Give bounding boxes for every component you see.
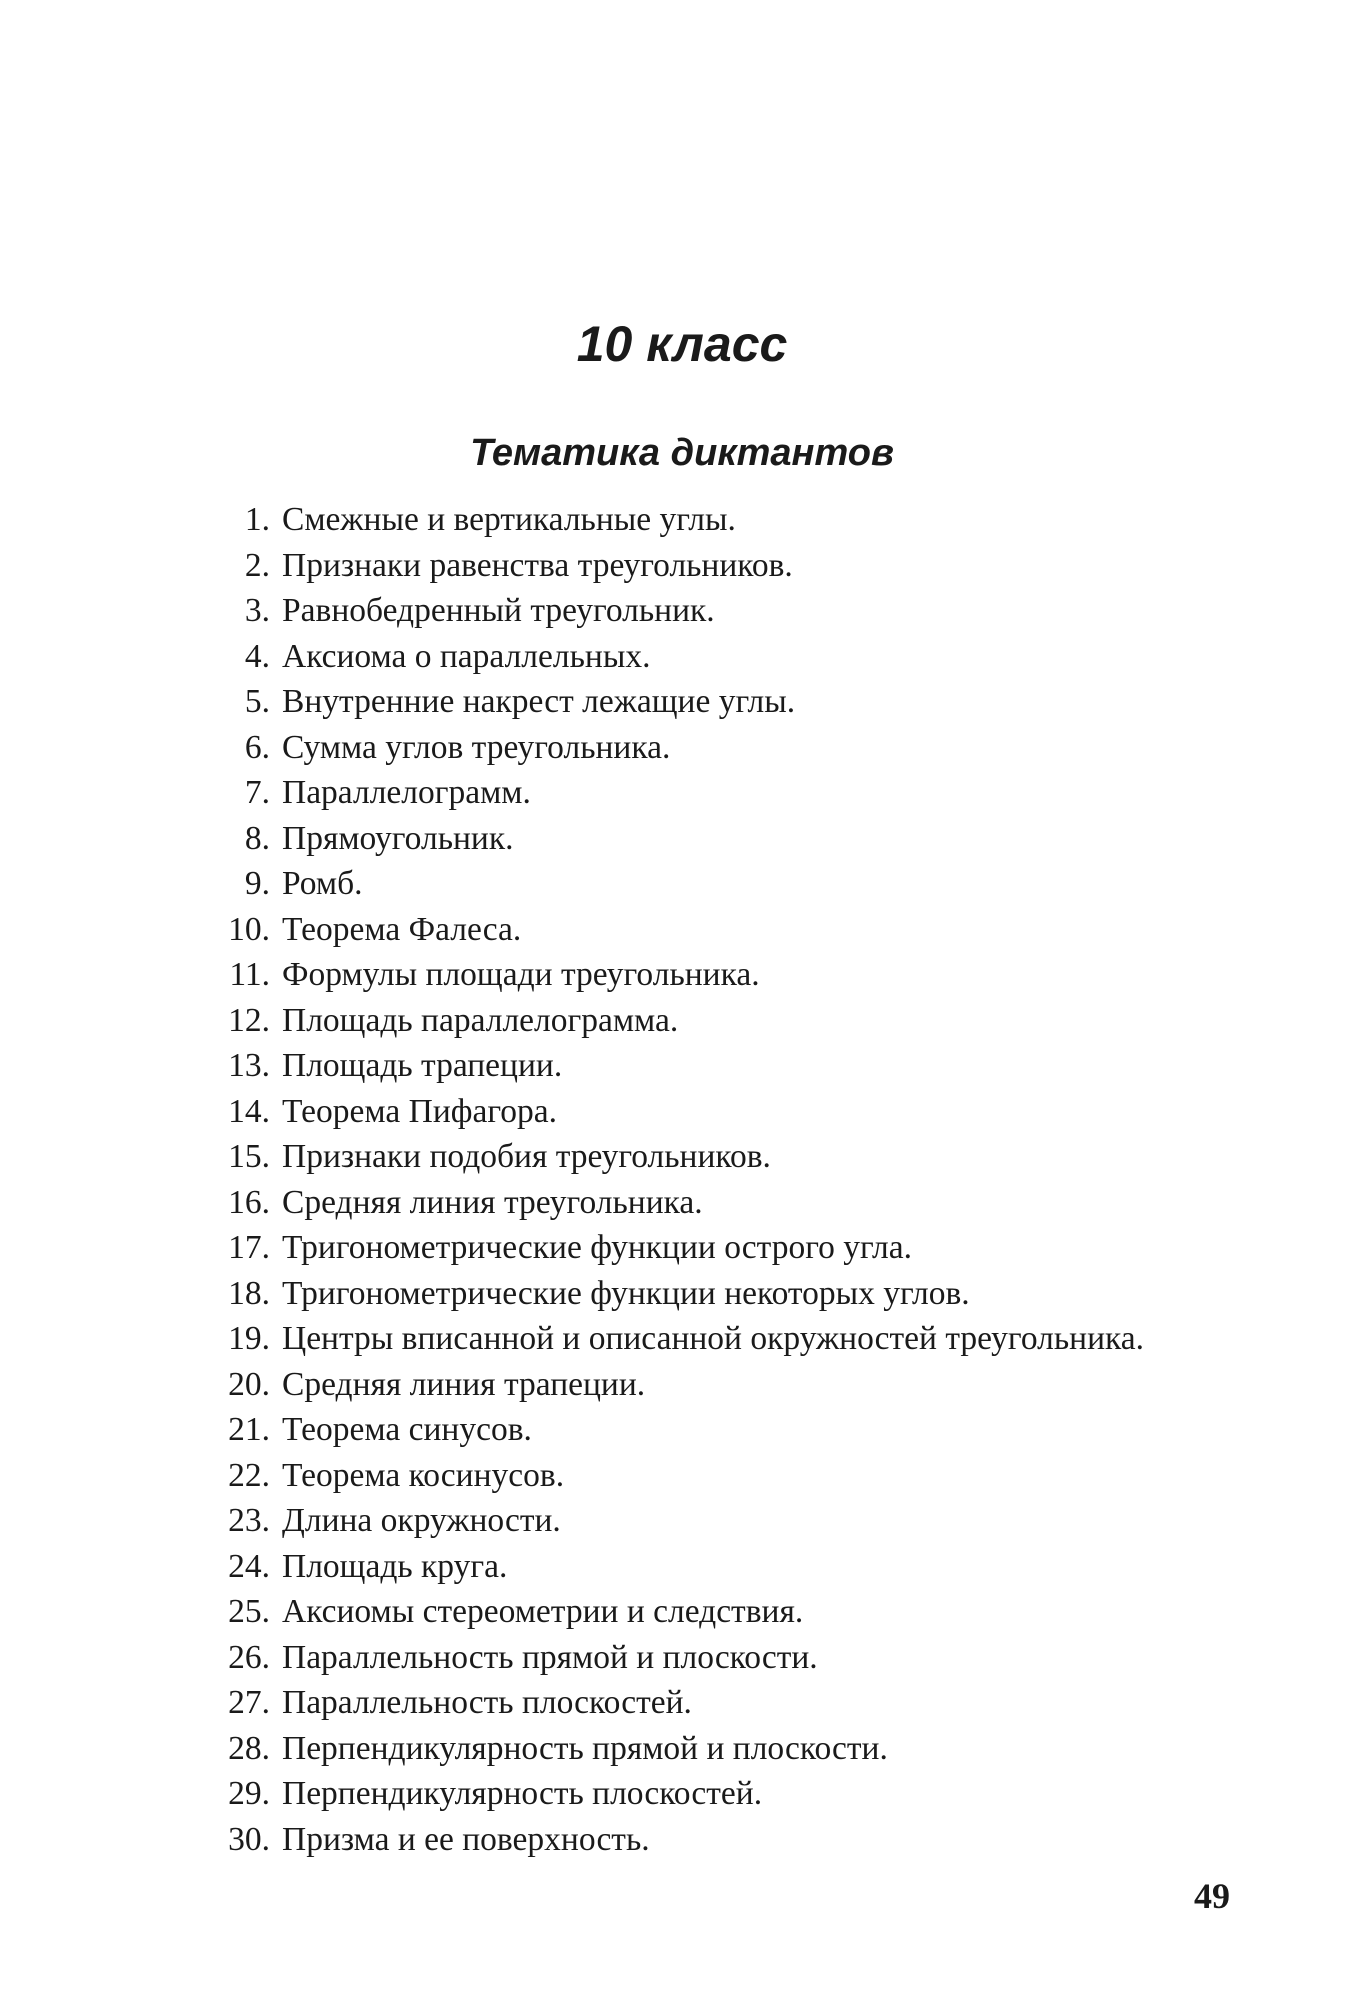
list-item-text: Центры вписанной и описанной окружностей треугольника.: [282, 1320, 1145, 1357]
list-item-text: Площадь трапеции.: [282, 1047, 563, 1084]
list-item-text: Перпендикулярность плоскостей.: [282, 1775, 763, 1812]
list-item-number: 17.: [228, 1229, 270, 1266]
list-item: [200, 1043, 1300, 1089]
list-item-text: Аксиомы стереометрии и следствия.: [282, 1593, 804, 1630]
list-item: [200, 770, 1300, 816]
list-item-number: 11.: [229, 956, 270, 993]
list-item: [200, 1089, 1300, 1135]
list-item-number: 8.: [244, 819, 270, 857]
list-item: [200, 1316, 1300, 1362]
page-number: 49: [1194, 1876, 1230, 1916]
topic-list: [200, 497, 1300, 1862]
list-item-number: 15.: [228, 1138, 270, 1175]
list-item: [200, 1771, 1300, 1817]
list-item-number: 7.: [244, 774, 270, 811]
section-subtitle: Тематика диктантов: [470, 432, 894, 474]
list-item-text: Тригонометрические функции некоторых углов.: [282, 1274, 970, 1312]
list-item-number: 30.: [228, 1820, 270, 1858]
list-item: [200, 497, 1300, 543]
list-item: [200, 1680, 1300, 1726]
list-item-text: Средняя линия треугольника.: [282, 1183, 703, 1221]
list-item: [200, 543, 1300, 589]
list-item-number: 1.: [244, 501, 270, 538]
list-item-number: 14.: [228, 1092, 270, 1130]
list-item-number: 26.: [228, 1638, 270, 1676]
list-item-number: 16.: [228, 1183, 270, 1221]
list-item-number: 29.: [228, 1775, 270, 1812]
list-item-text: Параллельность прямой и плоскости.: [282, 1638, 818, 1676]
list-item: [200, 1589, 1300, 1635]
list-item: [200, 1817, 1300, 1863]
list-item-number: 4.: [244, 637, 270, 675]
list-item: [200, 1453, 1300, 1499]
list-item-text: Теорема синусов.: [282, 1411, 532, 1448]
list-item-text: Длина окружности.: [282, 1502, 561, 1539]
list-item-text: Смежные и вертикальные углы.: [282, 501, 736, 538]
list-item: [200, 1498, 1300, 1544]
list-item-text: Ромб.: [282, 865, 363, 902]
list-item-number: 27.: [228, 1684, 270, 1721]
list-item-number: 5.: [244, 683, 270, 720]
list-item-text: Равнобедренный треугольник.: [282, 592, 715, 629]
list-item-text: Сумма углов треугольника.: [282, 728, 671, 766]
list-item: [200, 634, 1300, 680]
list-item: [200, 588, 1300, 634]
page-title: 10 класс: [576, 316, 788, 372]
list-item-number: 6.: [244, 728, 270, 766]
list-item-text: Теорема Фалеса.: [282, 910, 522, 948]
list-item-number: 10.: [228, 910, 270, 948]
list-item: [200, 861, 1300, 907]
list-item: [200, 679, 1300, 725]
list-item-number: 18.: [228, 1274, 270, 1312]
list-item-number: 24.: [228, 1547, 270, 1585]
list-item: [200, 998, 1300, 1044]
list-item: [200, 1271, 1300, 1317]
list-item-text: Формулы площади треугольника.: [282, 956, 760, 993]
list-item: [200, 1407, 1300, 1453]
list-item-number: 25.: [228, 1593, 270, 1630]
list-item-text: Параллельность плоскостей.: [282, 1684, 692, 1721]
list-item-number: 21.: [228, 1411, 270, 1448]
list-item-number: 20.: [228, 1365, 270, 1403]
list-item: [200, 1544, 1300, 1590]
list-item: [200, 952, 1300, 998]
list-item-text: Аксиома о параллельных.: [282, 637, 651, 675]
list-item-text: Теорема косинусов.: [282, 1456, 565, 1494]
list-item: [200, 1726, 1300, 1772]
list-item-text: Признаки подобия треугольников.: [282, 1138, 771, 1175]
list-item-text: Признаки равенства треугольников.: [282, 546, 793, 584]
list-item-text: Параллелограмм.: [282, 774, 531, 811]
list-item-text: Площадь круга.: [282, 1547, 508, 1585]
list-item-number: 3.: [244, 592, 270, 629]
list-item-number: 23.: [228, 1502, 270, 1539]
list-item-text: Тригонометрические функции острого угла.: [282, 1229, 912, 1266]
list-item-number: 13.: [228, 1047, 270, 1084]
list-item: [200, 1225, 1300, 1271]
list-item-text: Теорема Пифагора.: [282, 1092, 557, 1130]
list-item: [200, 907, 1300, 953]
list-item-text: Средняя линия трапеции.: [282, 1365, 646, 1403]
list-item-number: 28.: [228, 1729, 270, 1767]
list-item-number: 2.: [244, 546, 270, 584]
list-item: [200, 1180, 1300, 1226]
list-item: [200, 1134, 1300, 1180]
list-item: [200, 725, 1300, 771]
list-item-text: Площадь параллелограмма.: [282, 1001, 679, 1039]
list-item: [200, 1635, 1300, 1681]
list-item-number: 22.: [228, 1456, 270, 1494]
list-item-text: Перпендикулярность прямой и плоскости.: [282, 1729, 888, 1767]
list-item: [200, 1362, 1300, 1408]
list-item-number: 9.: [244, 865, 270, 902]
list-item-text: Прямоугольник.: [282, 819, 514, 857]
list-item-text: Призма и ее поверхность.: [282, 1820, 650, 1858]
list-item-number: 19.: [228, 1320, 270, 1357]
list-item-text: Внутренние накрест лежащие углы.: [282, 683, 796, 720]
list-item: [200, 816, 1300, 862]
list-item-number: 12.: [228, 1001, 270, 1039]
